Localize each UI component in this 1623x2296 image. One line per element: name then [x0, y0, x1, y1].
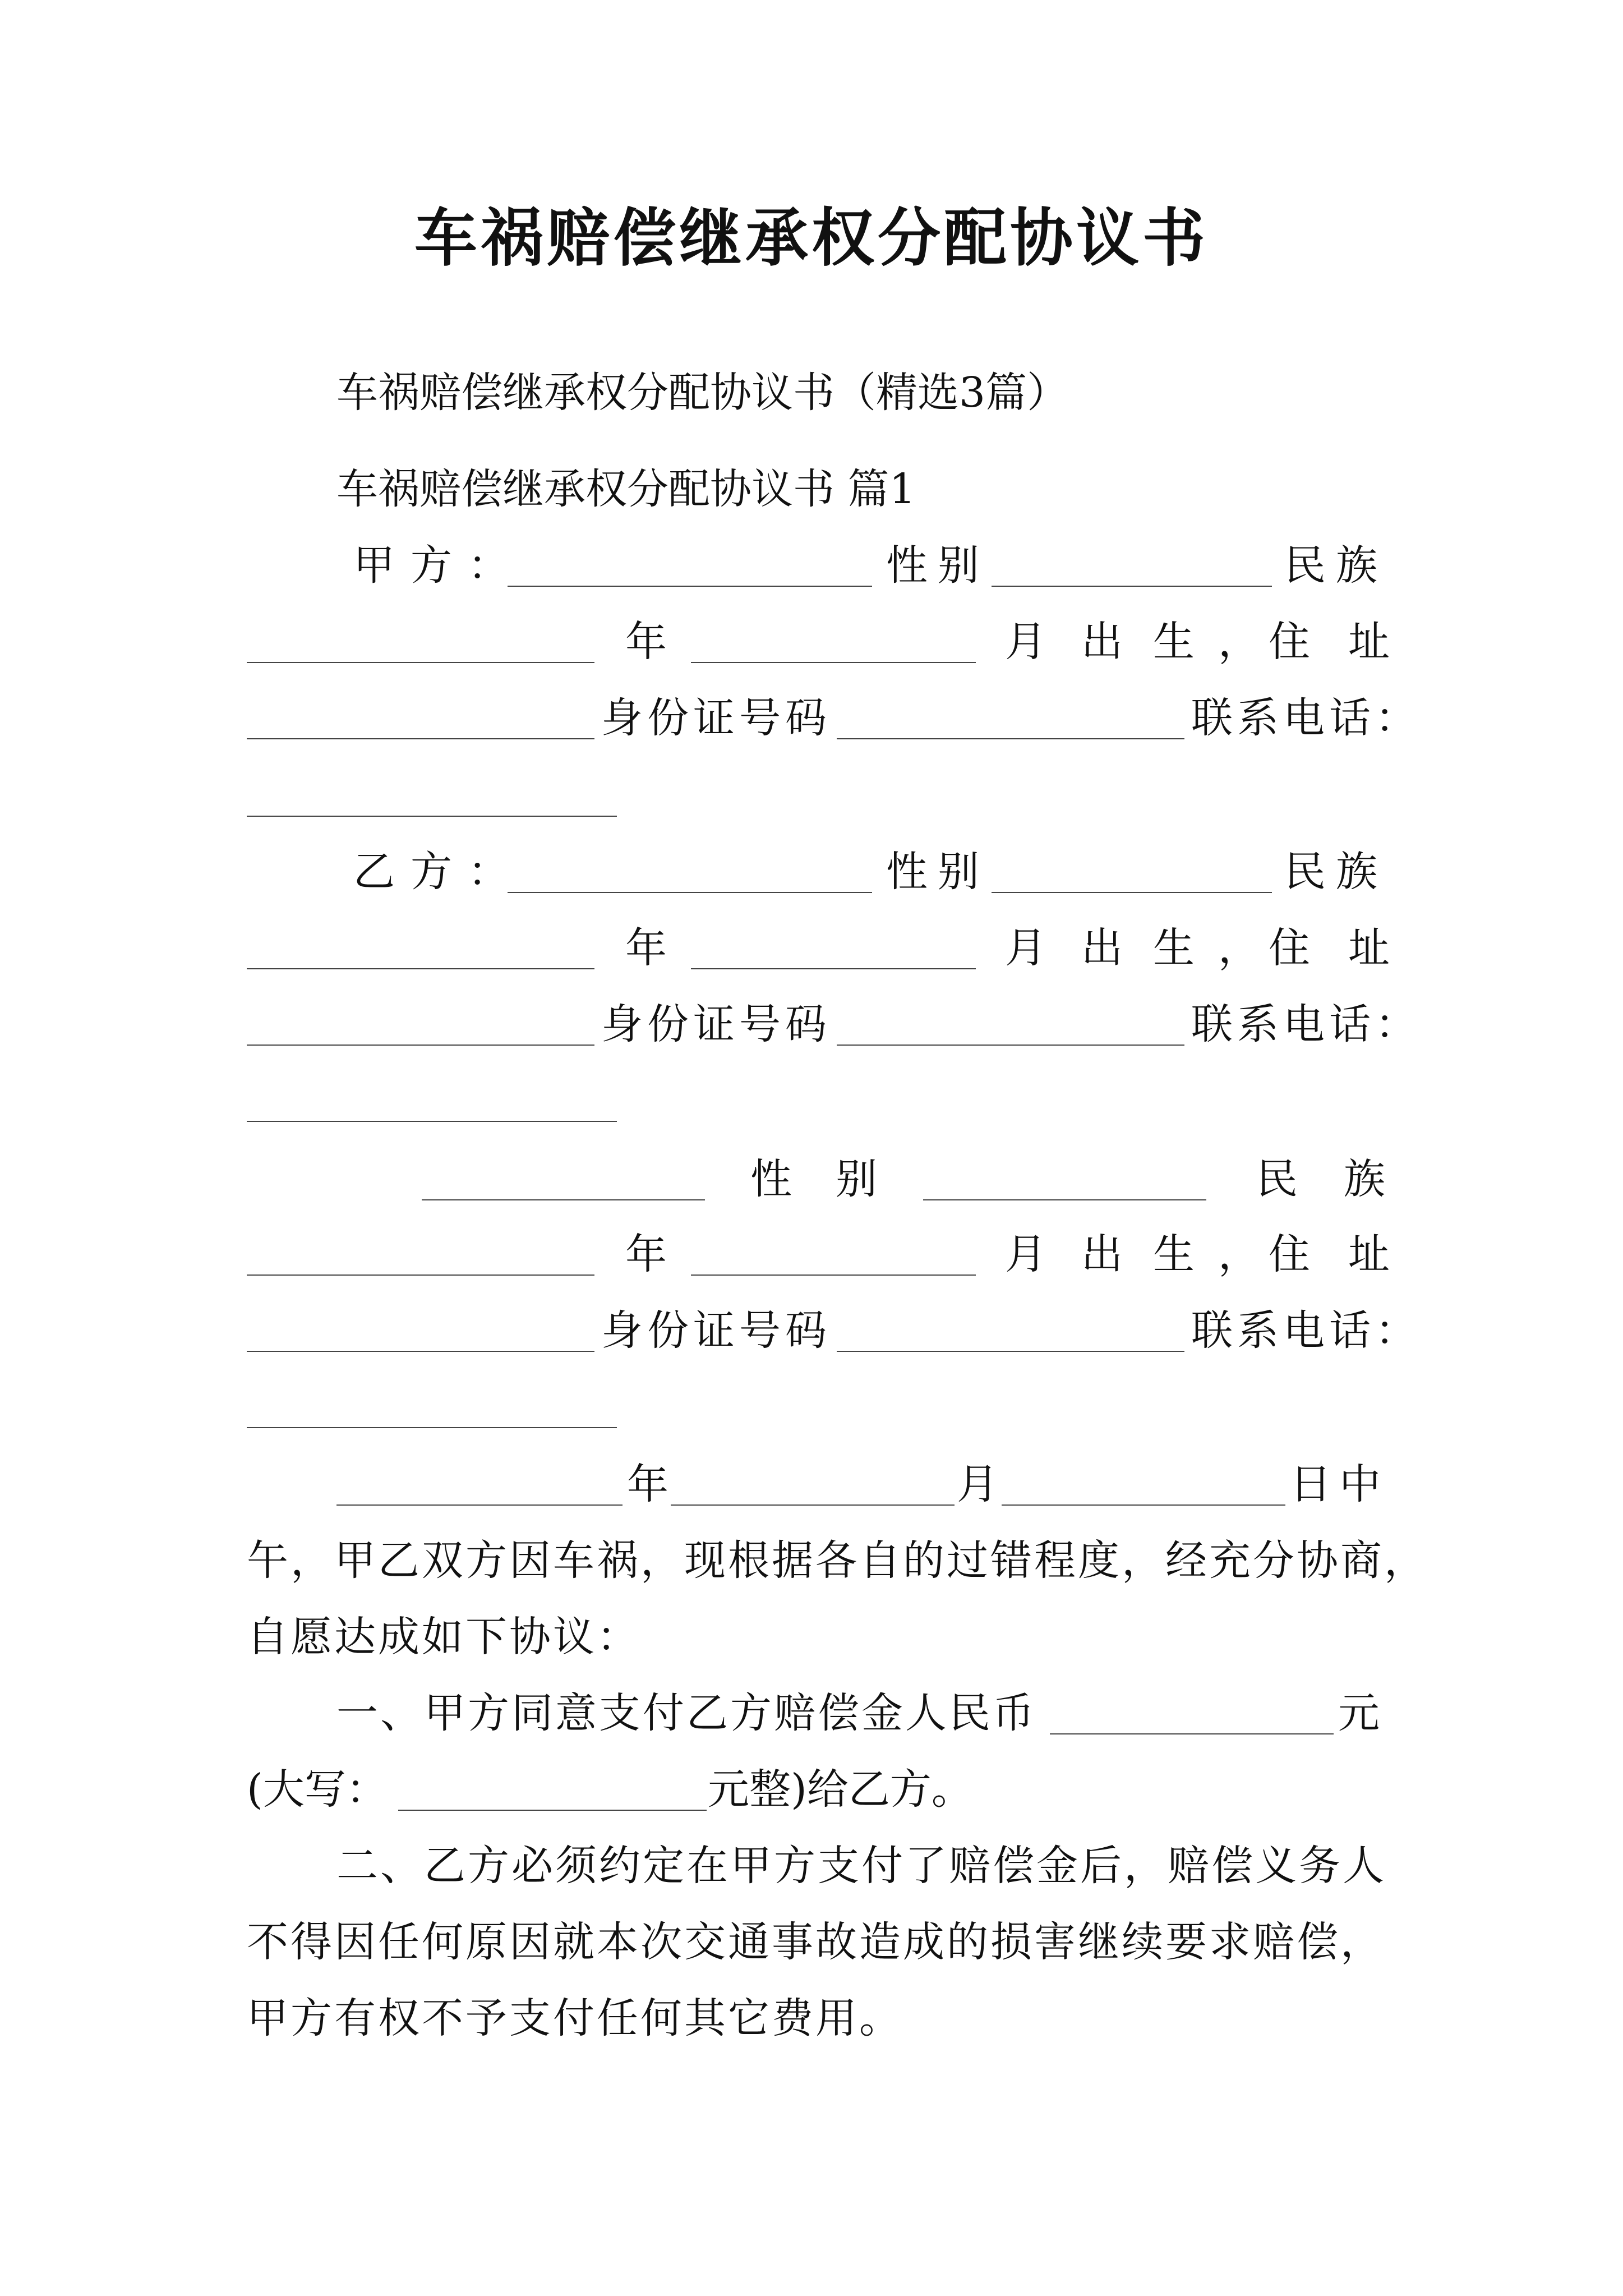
party-a-address-blank: [247, 737, 594, 739]
party-c-gender-2: 别: [836, 1155, 877, 1203]
party-a-phone-blank: [247, 815, 617, 817]
party-a-month-label: 月: [1005, 618, 1046, 666]
party-c-year-blank: [247, 1273, 594, 1276]
party-a-month-blank: [691, 661, 976, 663]
party-c-name-blank: [422, 1198, 705, 1200]
party-b-name-blank: [508, 891, 872, 893]
party-b-address-2: 址: [1348, 924, 1390, 972]
party-a-gender-label: 性别: [886, 541, 989, 590]
clause-2-line-2: 不得因任何原因就本次交通事故造成的损害继续要求赔偿，: [247, 1918, 1384, 1966]
party-c-address-blank: [247, 1350, 594, 1352]
party-c-ethnicity-1: 民: [1256, 1155, 1298, 1203]
party-c-address-2: 址: [1348, 1230, 1390, 1278]
party-c-phone-blank: [247, 1426, 617, 1428]
party-b-month-blank: [691, 967, 976, 969]
party-a-born-1: 出: [1081, 618, 1123, 666]
clause-1-line-2-b: 元整)给乙方。: [708, 1765, 973, 1814]
party-a-address-2: 址: [1348, 618, 1390, 666]
party-c-id-label: 身份证号码: [601, 1306, 831, 1355]
clause-1-amount-blank: [1050, 1732, 1334, 1734]
document-title: 车祸赔偿继承权分配协议书: [414, 201, 1209, 275]
clause-1-line-2-a: (大写：: [247, 1765, 388, 1814]
party-c-gender-1: 性: [750, 1155, 792, 1203]
date-year-blank: [336, 1503, 623, 1506]
date-year-label: 年: [627, 1460, 668, 1508]
party-a-name-blank: [508, 585, 872, 587]
party-b-address-blank: [247, 1043, 594, 1046]
party-b-year-label: 年: [625, 924, 667, 972]
clause-1-yuan: 元: [1338, 1689, 1380, 1737]
party-b-month-label: 月: [1005, 924, 1046, 972]
party-a-label: 甲方：: [353, 541, 525, 590]
clause-2-line-3: 甲方有权不予支付任何其它费用。: [247, 1994, 903, 2042]
clause-1-line-1: 一、甲方同意支付乙方赔偿金人民币: [336, 1689, 1036, 1737]
date-month-label: 月: [957, 1460, 998, 1508]
party-a-comma: ，: [1218, 618, 1260, 666]
clause-1-capital-blank: [398, 1809, 707, 1811]
party-a-id-blank: [837, 737, 1184, 739]
party-b-gender-blank: [992, 891, 1272, 893]
party-c-ethnicity-2: 族: [1344, 1155, 1385, 1203]
party-c-born-1: 出: [1081, 1230, 1123, 1278]
party-a-id-label: 身份证号码: [601, 694, 831, 742]
section-heading: 车祸赔偿继承权分配协议书 篇1: [336, 465, 916, 513]
clause-2-line-1: 二、乙方必须约定在甲方支付了赔偿金后，赔偿义务人: [336, 1842, 1386, 1890]
intro-line-2: 午，甲乙双方因车祸，现根据各自的过错程度，经充分协商，: [247, 1536, 1428, 1585]
party-c-month-blank: [691, 1273, 976, 1276]
party-b-born-1: 出: [1081, 924, 1123, 972]
party-b-label: 乙方：: [353, 848, 525, 896]
party-b-phone-blank: [247, 1120, 617, 1122]
date-day-blank: [1002, 1503, 1285, 1506]
party-b-id-blank: [837, 1043, 1184, 1046]
party-c-month-label: 月: [1005, 1230, 1046, 1278]
party-a-ethnicity-label: 民族: [1284, 541, 1387, 590]
party-a-year-label: 年: [625, 618, 667, 666]
party-b-year-blank: [247, 967, 594, 969]
party-b-gender-label: 性别: [886, 848, 989, 896]
party-c-address-1: 住: [1269, 1230, 1310, 1278]
date-month-blank: [671, 1503, 955, 1506]
party-b-address-1: 住: [1269, 924, 1310, 972]
party-c-born-2: 生: [1153, 1230, 1195, 1278]
party-c-gender-blank: [923, 1198, 1206, 1200]
party-c-comma: ，: [1218, 1230, 1260, 1278]
party-b-born-2: 生: [1153, 924, 1195, 972]
document-subtitle: 车祸赔偿继承权分配协议书（精选3篇）: [336, 369, 1069, 417]
party-b-ethnicity-label: 民族: [1284, 848, 1387, 896]
party-b-comma: ，: [1218, 924, 1260, 972]
party-a-born-2: 生: [1153, 618, 1195, 666]
date-day-label: 日中: [1290, 1460, 1389, 1508]
party-c-id-blank: [837, 1350, 1184, 1352]
party-a-gender-blank: [992, 585, 1272, 587]
party-a-year-blank: [247, 661, 594, 663]
party-a-phone-label: 联系电话：: [1191, 694, 1421, 742]
intro-line-3: 自愿达成如下协议：: [247, 1613, 640, 1661]
party-b-phone-label: 联系电话：: [1191, 1000, 1421, 1048]
party-b-id-label: 身份证号码: [601, 1000, 831, 1048]
party-c-phone-label: 联系电话：: [1191, 1306, 1421, 1355]
party-c-year-label: 年: [625, 1230, 667, 1278]
party-a-address-1: 住: [1269, 618, 1310, 666]
